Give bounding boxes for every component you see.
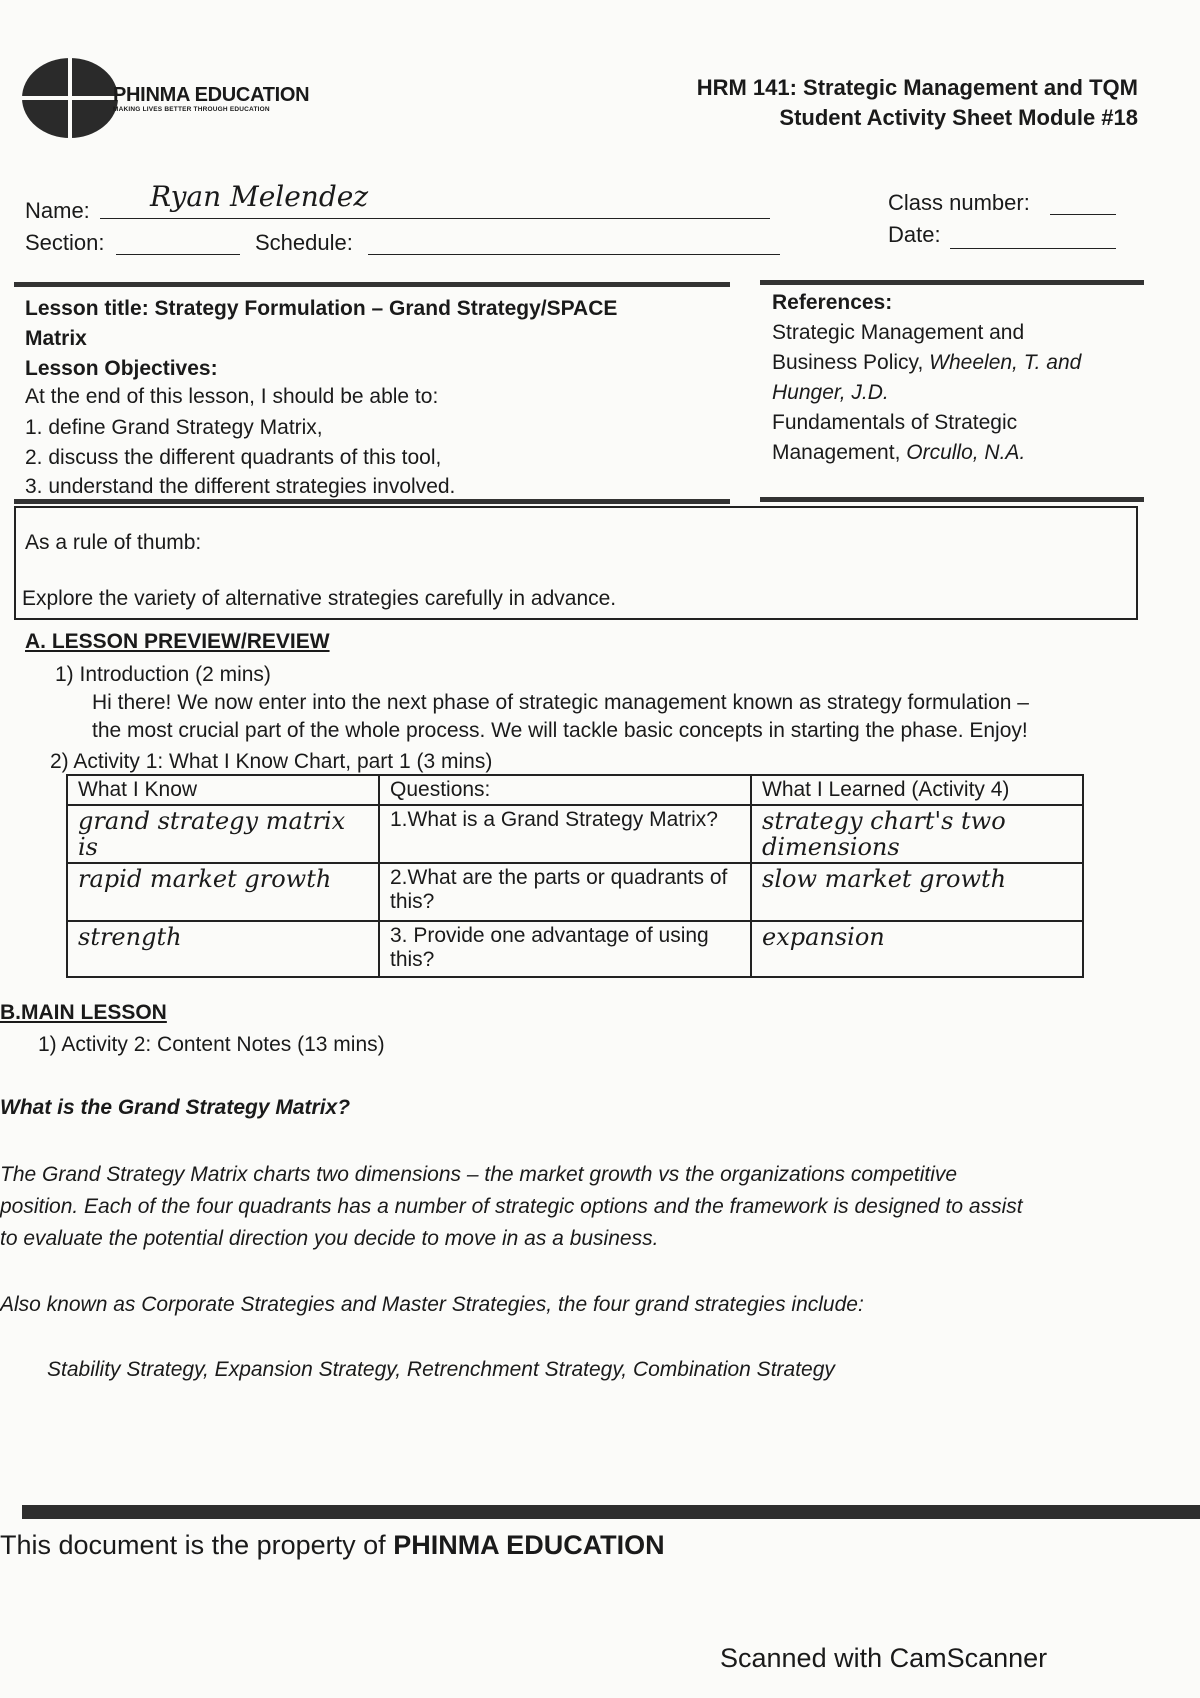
learned-cell[interactable]: expansion (751, 921, 1083, 977)
phinma-logo (22, 58, 118, 138)
intro-line2: the most crucial part of the whole process. We will tackle basic concepts in starting the phase. Enjoy! (92, 719, 1028, 742)
know-cell[interactable]: grand strategy matrix is (67, 805, 379, 863)
question-cell: 2.What are the parts or quadrants of this? (379, 863, 751, 921)
lesson-title-line2: Matrix (25, 327, 87, 350)
para2: Also known as Corporate Strategies and Master Strategies, the four grand strategies include: (0, 1293, 864, 1316)
objective-3: 3. understand the different strategies involved. (25, 475, 456, 498)
intro-line1: Hi there! We now enter into the next phase of strategic management known as strategy formulation – (92, 691, 1029, 714)
ref2-line2 (772, 438, 1025, 468)
references-bottom-rule (760, 497, 1144, 502)
references-top-rule (760, 280, 1144, 285)
schedule-label: Schedule: (255, 230, 353, 255)
name-label: Name: (25, 198, 90, 223)
references-label: References: (772, 291, 893, 314)
lesson-top-rule (14, 282, 730, 287)
grand-strategies-list: Stability Strategy, Expansion Strategy, Retrenchment Strategy, Combination Strategy (47, 1358, 835, 1381)
col-what-i-learned: What I Learned (Activity 4) (751, 775, 1083, 805)
question-cell: 3. Provide one advantage of using this? (379, 921, 751, 977)
learned-cell[interactable]: slow market growth (751, 863, 1083, 921)
property-notice (0, 1530, 665, 1561)
date-field[interactable] (950, 222, 1116, 249)
know-cell[interactable]: strength (67, 921, 379, 977)
para1-line2: position. Each of the four quadrants has a number of strategic options and the framework is designed to assist (0, 1195, 1023, 1218)
property-notice-brand: PHINMA EDUCATION (393, 1530, 665, 1560)
introduction-title: 1) Introduction (2 mins) (55, 663, 271, 686)
objective-2: 2. discuss the different quadrants of this tool, (25, 446, 442, 469)
ref1-authors: Wheelen, T. and (929, 351, 1082, 374)
section-b-heading: B.MAIN LESSON (0, 1001, 167, 1024)
brand-tagline: MAKING LIVES BETTER THROUGH EDUCATION (113, 106, 270, 113)
sheet-title: Student Activity Sheet Module #18 (779, 105, 1138, 130)
table-row (67, 863, 1083, 921)
what-i-know-chart (66, 774, 1084, 978)
rule-of-thumb-text: Explore the variety of alternative strategies carefully in advance. (22, 587, 617, 610)
course-title: HRM 141: Strategic Management and TQM (696, 75, 1138, 100)
ref2-line1: Fundamentals of Strategic (772, 411, 1018, 434)
ref1-line2 (772, 348, 1081, 378)
objectives-intro: At the end of this lesson, I should be able to: (25, 385, 439, 408)
ref1-line1: Strategic Management and (772, 321, 1025, 344)
section-a-heading: A. LESSON PREVIEW/REVIEW (25, 630, 330, 653)
objective-1: 1. define Grand Strategy Matrix, (25, 416, 323, 439)
col-questions: Questions: (379, 775, 751, 805)
know-cell[interactable]: rapid market growth (67, 863, 379, 921)
grand-strategy-question: What is the Grand Strategy Matrix? (0, 1096, 351, 1119)
ref2-author: Orcullo, N.A. (906, 441, 1026, 464)
name-value: Ryan Melendez (150, 180, 369, 213)
learned-cell[interactable]: strategy chart's two dimensions (751, 805, 1083, 863)
ref2-line2-plain: Management, (772, 441, 907, 464)
objectives-label: Lesson Objectives: (25, 357, 218, 380)
section-label: Section: (25, 230, 105, 255)
rule-of-thumb-label: As a rule of thumb: (25, 531, 202, 554)
schedule-field[interactable] (368, 228, 780, 255)
camscanner-watermark: Scanned with CamScanner (720, 1643, 1048, 1673)
section-field[interactable] (116, 228, 240, 255)
table-row (67, 805, 1083, 863)
activity1-title: 2) Activity 1: What I Know Chart, part 1 (3 mins) (50, 750, 493, 773)
table-row (67, 921, 1083, 977)
ref1-line3: Hunger, J.D. (772, 381, 889, 404)
activity2-title: 1) Activity 2: Content Notes (13 mins) (38, 1033, 385, 1056)
brand-name: PHINMA EDUCATION (113, 84, 310, 106)
para1-line3: to evaluate the potential direction you decide to move in as a business. (0, 1227, 659, 1250)
lesson-bottom-rule (14, 499, 730, 504)
class-number-label: Class number: (888, 190, 1030, 215)
ref1-line2-plain: Business Policy, (772, 351, 930, 374)
question-cell: 1.What is a Grand Strategy Matrix? (379, 805, 751, 863)
property-notice-text: This document is the property of (0, 1530, 394, 1560)
class-number-field[interactable] (1050, 190, 1116, 215)
col-what-i-know: What I Know (67, 775, 379, 805)
lesson-title-line1: Lesson title: Strategy Formulation – Grand Strategy/SPACE (25, 297, 618, 320)
para1-line1: The Grand Strategy Matrix charts two dimensions – the market growth vs the organizations competitive (0, 1163, 958, 1186)
date-label: Date: (888, 222, 941, 247)
footer-rule (22, 1505, 1200, 1519)
